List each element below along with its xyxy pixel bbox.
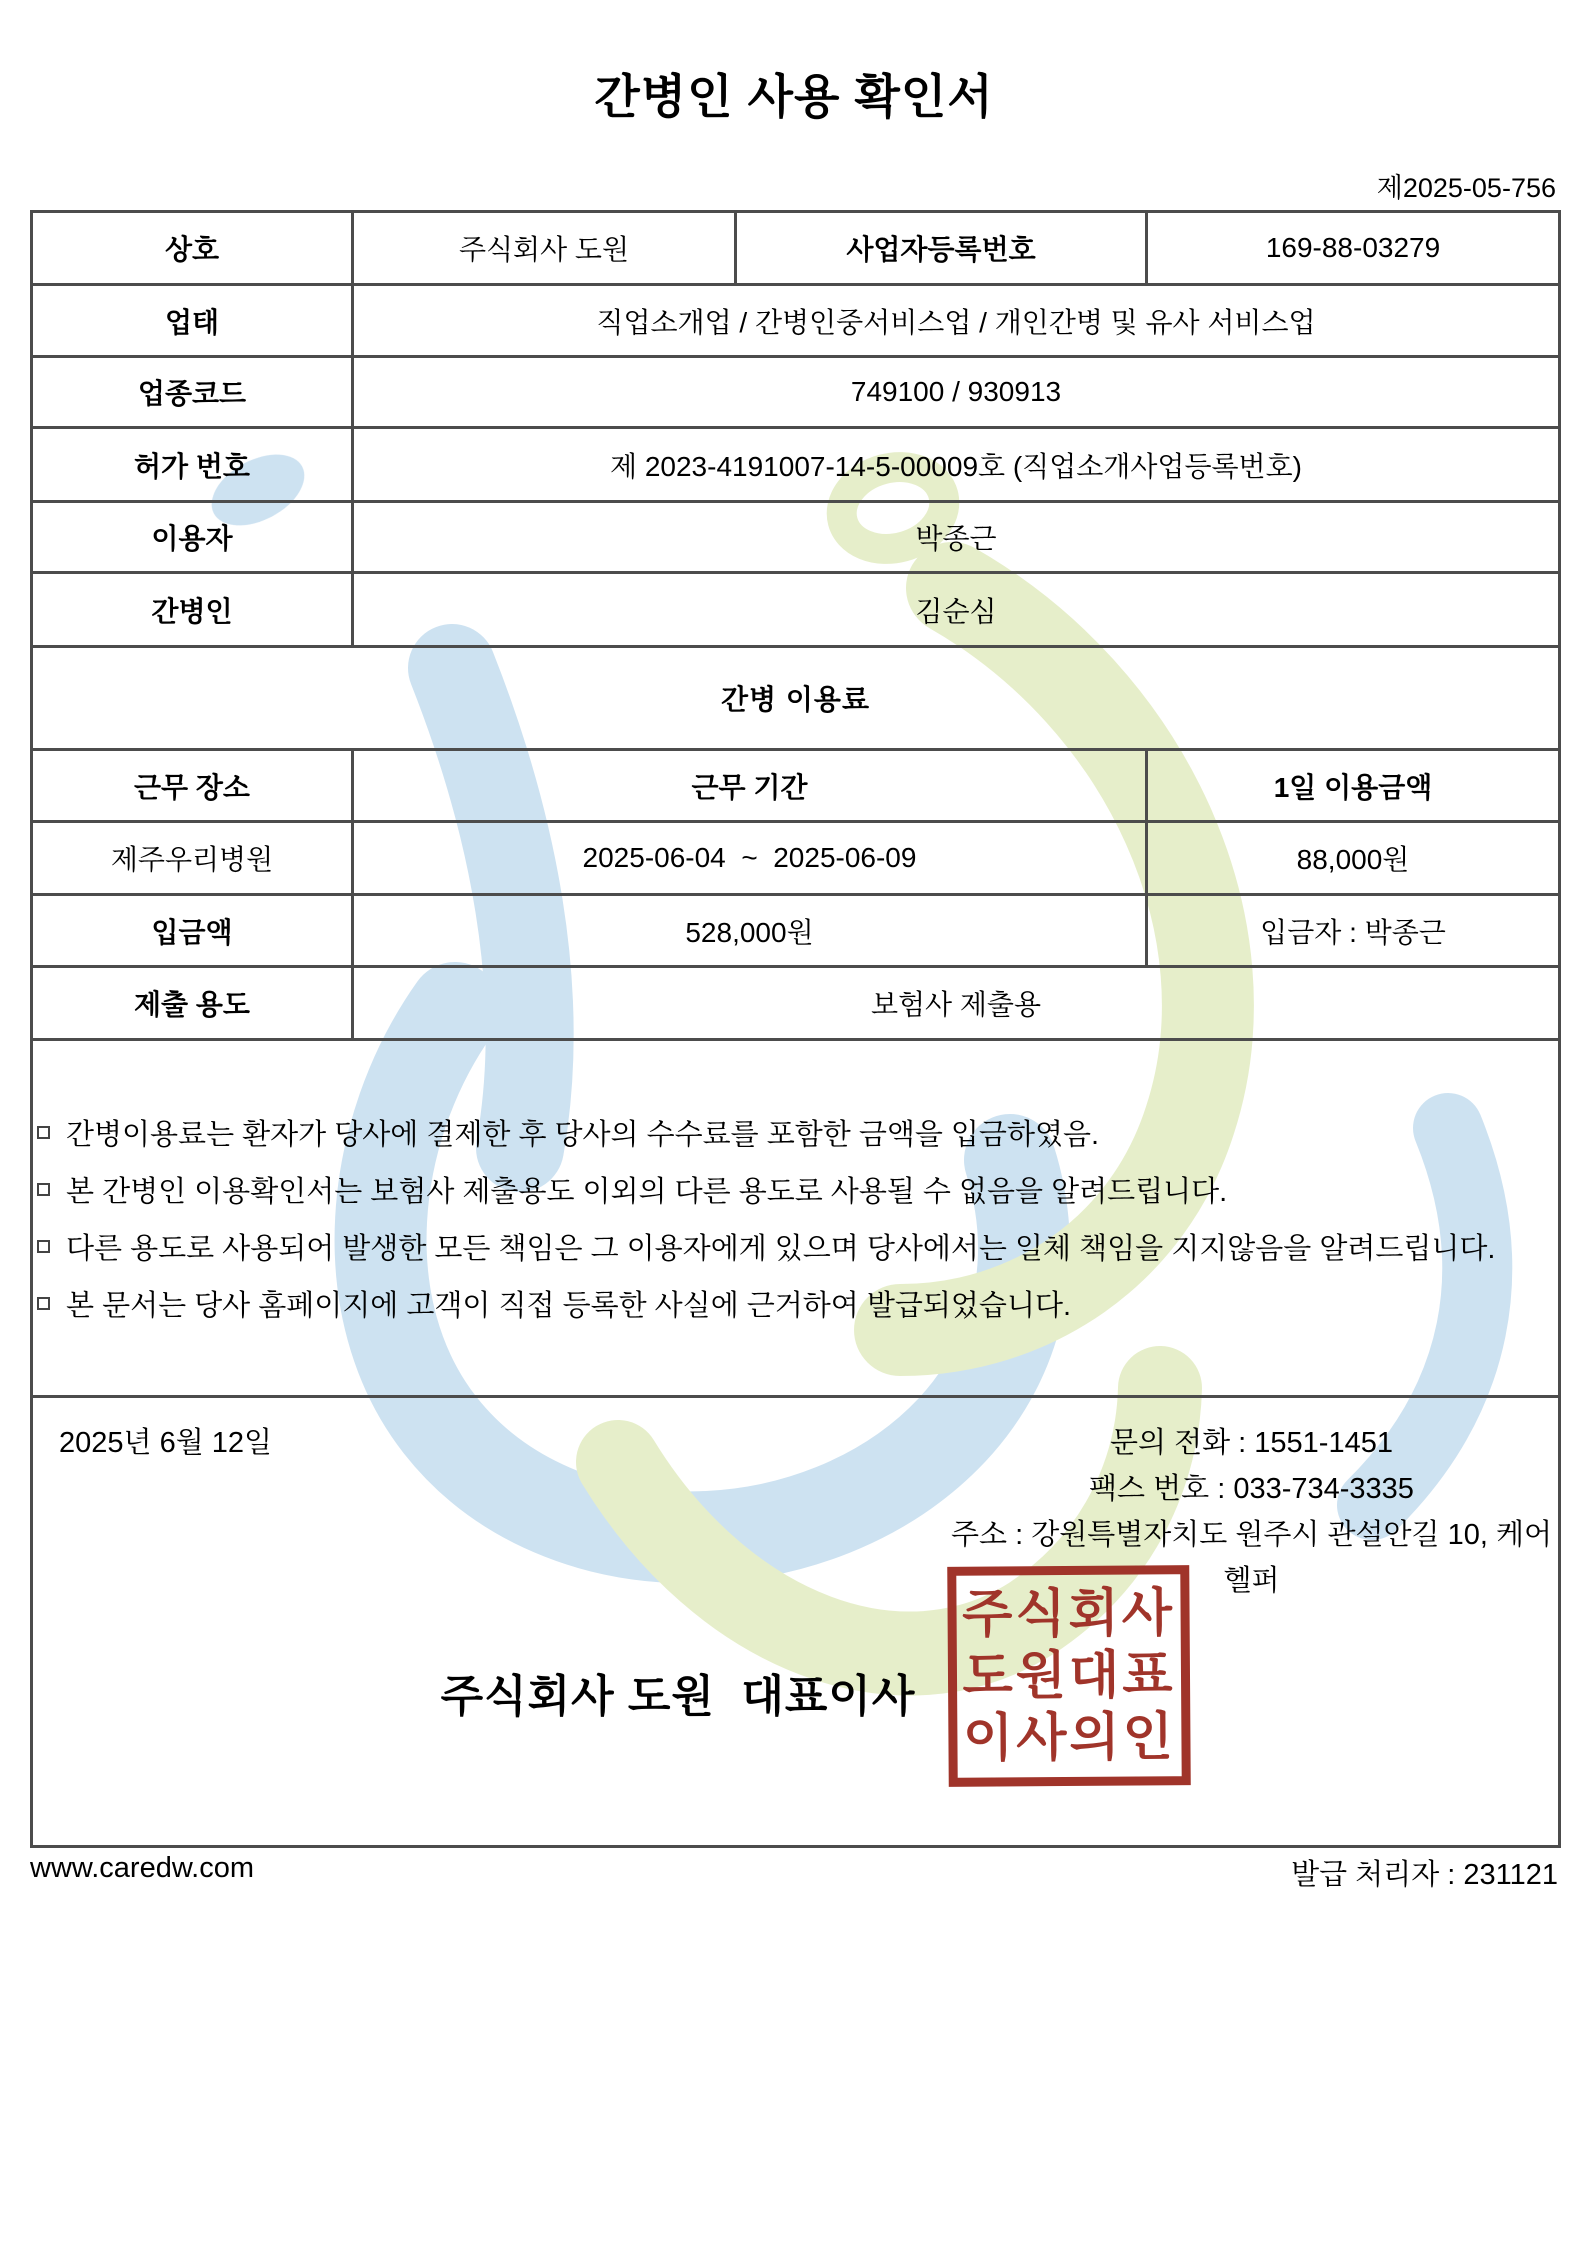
purpose-row	[32, 967, 1560, 1040]
company-name-value: 주식회사 도원	[353, 212, 736, 285]
user-value: 박종근	[353, 502, 1560, 573]
note-item	[33, 1275, 1558, 1332]
fee-header-row	[32, 750, 1560, 822]
deposit-row	[32, 895, 1560, 967]
deposit-amount: 528,000원	[353, 895, 1147, 967]
notes-cell	[32, 1040, 1560, 1397]
closing-row	[32, 1397, 1560, 1847]
daily-amount-value: 88,000원	[1147, 822, 1560, 895]
purpose-value: 보험사 제출용	[353, 967, 1560, 1040]
work-place-header: 근무 장소	[32, 750, 353, 822]
notes-row	[32, 1040, 1560, 1397]
closing-cell	[32, 1397, 1560, 1847]
fee-data-row	[32, 822, 1560, 895]
deposit-label: 입금액	[32, 895, 353, 967]
square-bullet-icon	[37, 1240, 50, 1253]
confirmation-table	[30, 210, 1561, 1848]
note-item	[33, 1104, 1558, 1161]
work-place-value: 제주우리병원	[32, 822, 353, 895]
work-period-header: 근무 기간	[353, 750, 1147, 822]
contact-phone: 문의 전화 : 1551-1451	[1110, 1427, 1393, 1459]
square-bullet-icon	[37, 1126, 50, 1139]
caregiver-value: 김순심	[353, 573, 1560, 647]
contact-fax: 팩스 번호 : 033-734-3335	[1089, 1473, 1414, 1505]
industry-code-label: 업종코드	[32, 357, 353, 428]
business-type-label: 업태	[32, 285, 353, 357]
corporate-seal-stamp	[947, 1565, 1191, 1787]
note-text: 본 문서는 당사 홈페이지에 고객이 직접 등록한 사실에 근거하여 발급되었습니다.	[66, 1290, 1072, 1322]
company-signature: 주식회사 도원 대표이사	[440, 1672, 916, 1721]
industry-code-value: 749100 / 930913	[353, 357, 1560, 428]
stamp-line: 이사의인	[962, 1708, 1177, 1768]
note-item	[33, 1161, 1558, 1218]
note-text: 본 간병인 이용확인서는 보험사 제출용도 이외의 다른 용도로 사용될 수 없음을 알려드립니다.	[66, 1176, 1228, 1208]
business-type-value: 직업소개업 / 간병인중서비스업 / 개인간병 및 유사 서비스업	[353, 285, 1560, 357]
business-reg-value: 169-88-03279	[1147, 212, 1560, 285]
depositor-cell	[1147, 895, 1560, 967]
table-row	[32, 285, 1560, 357]
issuer-id: 발급 처리자 : 231121	[1291, 1859, 1558, 1891]
note-text: 다른 용도로 사용되어 발생한 모든 책임은 그 이용자에게 있으며 당사에서는 일체 책임을 지지않음을 알려드립니다.	[66, 1233, 1496, 1265]
daily-amount-header: 1일 이용금액	[1147, 750, 1560, 822]
square-bullet-icon	[37, 1297, 50, 1310]
website-url: www.caredw.com	[30, 1852, 255, 1884]
depositor-label: 입금자	[1260, 916, 1342, 948]
purpose-label: 제출 용도	[32, 967, 353, 1040]
note-item	[33, 1218, 1558, 1275]
table-row	[32, 428, 1560, 502]
table-row	[32, 357, 1560, 428]
square-bullet-icon	[37, 1183, 50, 1196]
stamp-line: 도원대표	[962, 1646, 1176, 1706]
work-period-value: 2025-06-04 ~ 2025-06-09	[353, 822, 1147, 895]
contact-address: 주소 : 강원특별자치도 원주시 관설안길 10, 케어헬퍼	[951, 1519, 1552, 1597]
table-row	[32, 212, 1560, 285]
issue-date: 2025년 6월 12일	[59, 1427, 273, 1459]
permit-number-value: 제 2023-4191007-14-5-00009호 (직업소개사업등록번호)	[353, 428, 1560, 502]
fee-section-title: 간병 이용료	[32, 647, 1560, 750]
document-number: 제2025-05-756	[1376, 173, 1556, 203]
caregiver-label: 간병인	[32, 573, 353, 647]
user-label: 이용자	[32, 502, 353, 573]
table-row	[32, 502, 1560, 573]
note-text: 간병이용료는 환자가 당사에 결제한 후 당사의 수수료를 포함한 금액을 입금하였음.	[66, 1119, 1100, 1151]
depositor-value: : 박종근	[1341, 916, 1446, 948]
fee-section-title-row	[32, 647, 1560, 750]
permit-number-label: 허가 번호	[32, 428, 353, 502]
table-row	[32, 573, 1560, 647]
company-name-label: 상호	[32, 212, 353, 285]
business-reg-label: 사업자등록번호	[736, 212, 1147, 285]
stamp-line: 주식회사	[961, 1584, 1176, 1644]
page-title: 간병인 사용 확인서	[594, 70, 994, 123]
